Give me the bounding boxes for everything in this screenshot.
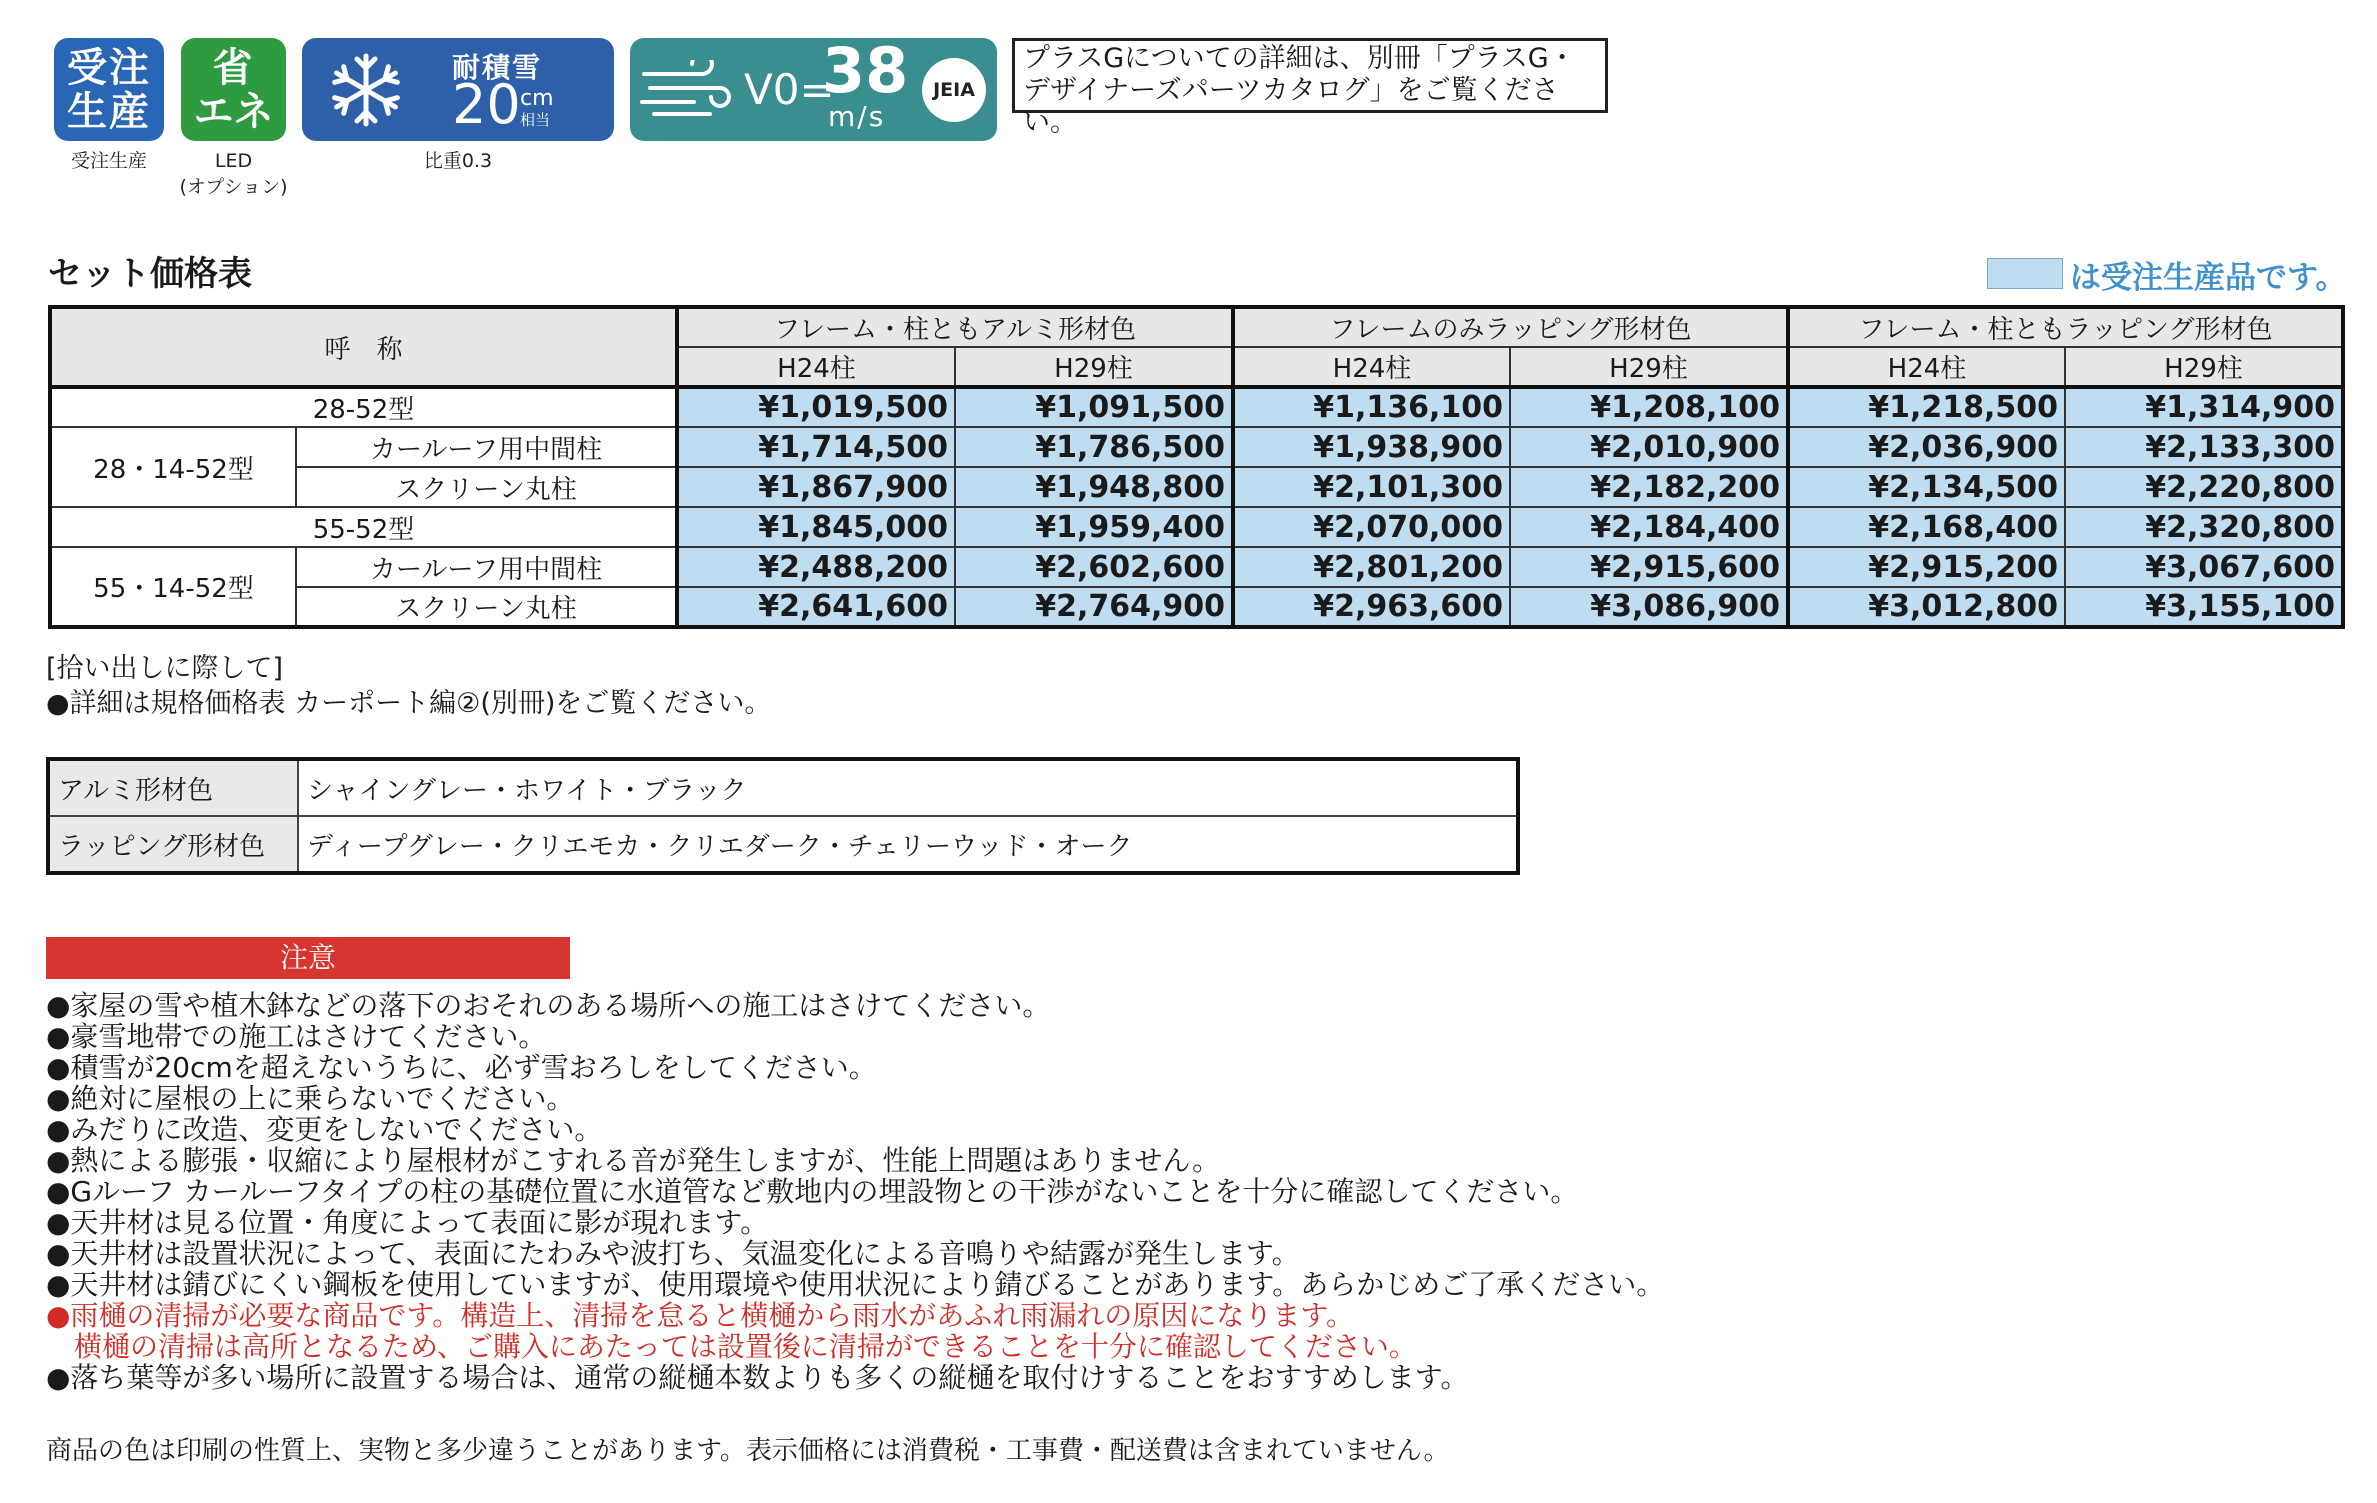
price-cell: ¥1,867,900: [677, 467, 955, 507]
price-cell: ¥1,845,000: [677, 507, 955, 547]
badge-eco-caption: [166, 148, 301, 200]
price-cell: ¥1,714,500: [677, 427, 955, 467]
price-cell: ¥2,133,300: [2065, 427, 2343, 467]
snowflake-icon: [326, 50, 406, 130]
jeia-mark: JEIA: [922, 58, 986, 122]
section-title: セット価格表: [48, 254, 252, 294]
energy-saving-badge: [181, 38, 286, 141]
price-cell: ¥2,641,600: [677, 587, 955, 627]
caution-note: ●家屋の雪や植木鉢などの落下のおそれのある場所への施工はさけてください。: [46, 989, 1051, 1022]
caution-note: ●Gルーフ カールーフタイプの柱の基礎位置に水道管など敷地内の埋設物との干渉がないことを十分に確認してください。: [46, 1175, 1579, 1208]
badge-eco-caption-option: (オプション): [179, 176, 288, 198]
caution-note: ●天井材は見る位置・角度によって表面に影が現れます。: [46, 1206, 769, 1239]
snow-unit-sub: 相当: [520, 111, 551, 129]
price-cell: ¥2,488,200: [677, 547, 955, 587]
table-row: [50, 387, 2343, 427]
caution-note-red: 横樋の清掃は高所となるため、ご購入にあたっては設置後に清掃ができることを十分に確認してください。: [46, 1330, 1417, 1363]
table-row: [50, 507, 2343, 547]
price-cell: ¥2,801,200: [1233, 547, 1510, 587]
snow-value: 20: [452, 73, 521, 136]
badge-order-line1: 受注: [67, 45, 151, 91]
sub-header: H29柱: [955, 347, 1233, 387]
price-cell: ¥2,764,900: [955, 587, 1233, 627]
sub-header: H24柱: [1788, 347, 2065, 387]
price-cell: ¥3,067,600: [2065, 547, 2343, 587]
price-cell: ¥2,010,900: [1510, 427, 1788, 467]
caution-note: ●積雪が20cmを超えないうちに、必ず雪おろしをしてください。: [46, 1051, 877, 1084]
badge-order-line2: 生産: [67, 89, 151, 135]
caution-note: ●みだりに改造、変更をしないでください。: [46, 1113, 603, 1146]
row-sub: スクリーン丸柱: [296, 587, 677, 627]
price-cell: ¥1,208,100: [1510, 387, 1788, 427]
sub-header: H24柱: [1233, 347, 1510, 387]
pickup-line: ●詳細は規格価格表 カーポート編②(別冊)をご覧ください。: [46, 688, 772, 719]
badge-eco-line1: 省: [212, 45, 255, 91]
caution-note: ●天井材は錆びにくい鋼板を使用していますが、使用環境や使用状況により錆びることがあります。あらかじめご了承ください。: [46, 1268, 1665, 1301]
price-cell: ¥2,134,500: [1788, 467, 2065, 507]
color-value: ディープグレー・クリエモカ・クリエダーク・チェリーウッド・オーク: [298, 816, 1518, 873]
set-price-table: [48, 305, 2345, 629]
color-key: アルミ形材色: [48, 759, 298, 816]
price-cell: ¥1,948,800: [955, 467, 1233, 507]
price-cell: ¥3,155,100: [2065, 587, 2343, 627]
wind-icon: [640, 60, 738, 120]
table-row: [48, 816, 1518, 873]
legend-text: は受注生産品です。: [2070, 260, 2347, 296]
footer-note: 商品の色は印刷の性質上、実物と多少違うことがあります。表示価格には消費税・工事費・配送費は含まれていません。: [46, 1436, 1450, 1466]
price-cell: ¥2,036,900: [1788, 427, 2065, 467]
snow-unit: cm: [520, 86, 554, 111]
price-cell: ¥1,091,500: [955, 387, 1233, 427]
price-cell: ¥3,012,800: [1788, 587, 2065, 627]
price-cell: ¥1,959,400: [955, 507, 1233, 547]
group-header: フレーム・柱ともアルミ形材色: [677, 307, 1233, 347]
caution-notes: [46, 990, 1664, 1393]
wind-unit: m/s: [828, 100, 886, 133]
wind-resistance-badge: [630, 34, 997, 141]
colors-table: [46, 757, 1520, 875]
caution-note: ●絶対に屋根の上に乗らないでください。: [46, 1082, 575, 1115]
row-type: 28・14-52型: [50, 427, 296, 507]
price-cell: ¥1,019,500: [677, 387, 955, 427]
price-cell: ¥1,136,100: [1233, 387, 1510, 427]
group-header: フレームのみラッピング形材色: [1233, 307, 1788, 347]
name-header: 呼 称: [50, 307, 677, 387]
caution-note-red: ●雨樋の清掃が必要な商品です。構造上、清掃を怠ると横樋から雨水があふれ雨漏れの原因になります。: [46, 1299, 1354, 1332]
caution-note: ●天井材は設置状況によって、表面にたわみや波打ち、気温変化による音鳴りや結露が発生します。: [46, 1237, 1300, 1270]
price-cell: ¥2,915,200: [1788, 547, 2065, 587]
row-sub: スクリーン丸柱: [296, 467, 677, 507]
row-type: 55・14-52型: [50, 547, 296, 627]
wind-value: 38: [822, 34, 909, 107]
price-cell: ¥2,182,200: [1510, 467, 1788, 507]
color-key: ラッピング形材色: [48, 816, 298, 873]
plus-g-note: [1012, 38, 1608, 138]
group-header: フレーム・柱ともラッピング形材色: [1788, 307, 2343, 347]
price-cell: ¥2,963,600: [1233, 587, 1510, 627]
price-cell: ¥1,218,500: [1788, 387, 2065, 427]
plus-g-note-line2: デザイナーズパーツカタログ」をご覧ください。: [1023, 75, 1559, 138]
table-row: [48, 759, 1518, 816]
snow-load-badge: [302, 38, 614, 141]
table-row: [50, 547, 2343, 587]
price-cell: ¥2,220,800: [2065, 467, 2343, 507]
price-cell: ¥2,168,400: [1788, 507, 2065, 547]
caution-note: ●落ち葉等が多い場所に設置する場合は、通常の縦樋本数よりも多くの縦樋を取付けすることをおすすめします。: [46, 1361, 1469, 1394]
table-row: [50, 427, 2343, 467]
badge-order-caption: 受注生産: [70, 150, 147, 172]
row-sub: カールーフ用中間柱: [296, 427, 677, 467]
row-sub: カールーフ用中間柱: [296, 547, 677, 587]
caution-header: 注意: [46, 937, 570, 979]
table-row: [50, 587, 2343, 627]
sub-header: H24柱: [677, 347, 955, 387]
table-row: [50, 467, 2343, 507]
sub-header: H29柱: [1510, 347, 1788, 387]
plus-g-note-line1: プラスGについての詳細は、別冊「プラスG・: [1023, 43, 1576, 74]
wind-v-label: V0=: [744, 65, 835, 114]
pickup-title: [拾い出しに際して]: [46, 653, 284, 684]
price-cell: ¥2,320,800: [2065, 507, 2343, 547]
made-to-order-badge: [54, 38, 164, 141]
price-cell: ¥2,602,600: [955, 547, 1233, 587]
row-type: 28-52型: [50, 387, 677, 427]
badge-eco-caption-led: LED: [214, 150, 253, 172]
row-type: 55-52型: [50, 507, 677, 547]
price-cell: ¥1,938,900: [1233, 427, 1510, 467]
sub-header: H29柱: [2065, 347, 2343, 387]
price-cell: ¥3,086,900: [1510, 587, 1788, 627]
price-cell: ¥1,314,900: [2065, 387, 2343, 427]
legend-swatch: [1987, 258, 2063, 289]
price-cell: ¥2,070,000: [1233, 507, 1510, 547]
color-value: シャイングレー・ホワイト・ブラック: [298, 759, 1518, 816]
price-cell: ¥1,786,500: [955, 427, 1233, 467]
snow-label: 耐積雪: [452, 51, 543, 84]
badge-eco-line2: エネ: [193, 89, 274, 135]
caution-note: ●豪雪地帯での施工はさけてください。: [46, 1020, 547, 1053]
price-cell: ¥2,101,300: [1233, 467, 1510, 507]
snow-caption: 比重0.3: [423, 150, 493, 172]
caution-note: ●熱による膨張・収縮により屋根材がこすれる音が発生しますが、性能上問題はありません。: [46, 1144, 1221, 1177]
price-cell: ¥2,184,400: [1510, 507, 1788, 547]
price-cell: ¥2,915,600: [1510, 547, 1788, 587]
